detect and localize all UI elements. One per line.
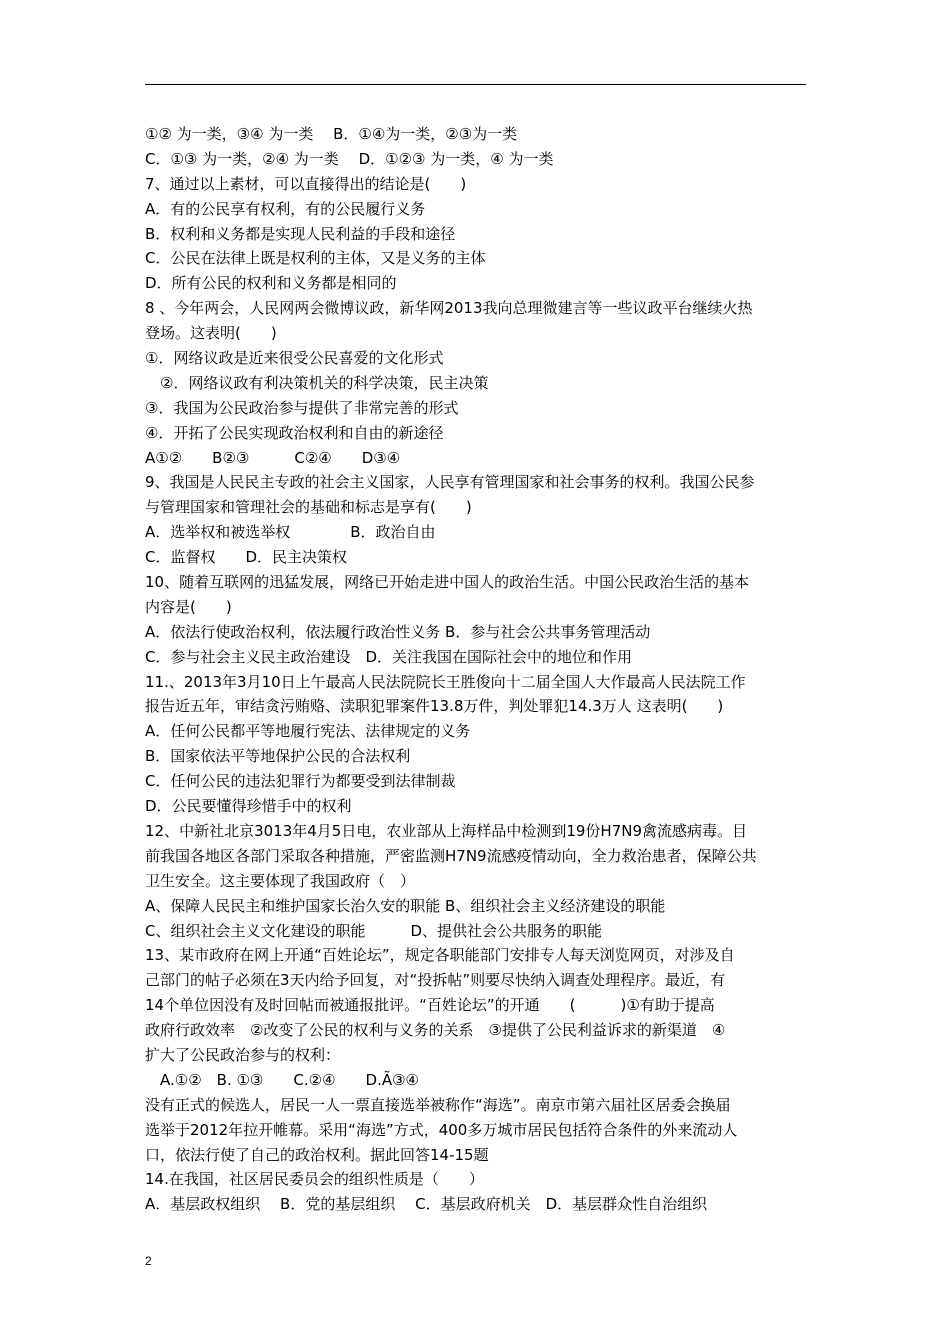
text-line: 13、某市政府在网上开通“百姓论坛”，规定各职能部门安排专人每天浏览网页，对涉及自: [145, 946, 735, 965]
text-line: C．①③ 为一类，②④ 为一类 D．①②③ 为一类，④ 为一类: [145, 149, 554, 168]
text-line: ④．开拓了公民实现政治权利和自由的新途径: [145, 423, 444, 442]
text-line: 己部门的帖子必须在3天内给予回复，对“投拆帖”则要尽快纳入调查处理程序。最近，有: [145, 971, 726, 990]
text-line: A.①② B. ①③ C.②④ D.Ã③④: [145, 1070, 419, 1089]
text-line: B．国家依法平等地保护公民的合法权利: [145, 747, 411, 766]
text-line: A．任何公民都平等地履行宪法、法律规定的义务: [145, 722, 471, 741]
text-line: 内容是( ): [145, 597, 232, 616]
text-line: A．有的公民享有权利，有的公民履行义务: [145, 199, 426, 218]
text-line: B．权利和义务都是实现人民利益的手段和途径: [145, 224, 456, 243]
text-line: 与管理国家和管理社会的基础和标志是享有( ): [145, 498, 472, 517]
text-line: 没有正式的候选人，居民一人一票直接选举被称作“海选”。南京市第六届社区居委会换届: [145, 1095, 731, 1114]
text-line: C．公民在法律上既是权利的主体，又是义务的主体: [145, 249, 486, 268]
text-line: 8 、今年两会，人民网两会微博议政，新华网2013我向总理微建言等一些议政平台继续火热: [145, 299, 753, 318]
page-number: 2: [145, 1254, 152, 1268]
text-line: 口，依法行使了自己的政治权利。据此回答14-15题: [145, 1145, 489, 1164]
text-line: 卫生安全。这主要体现了我国政府（ ）: [145, 871, 416, 890]
text-line: 10、随着互联网的迅猛发展，网络已开始走进中国人的政治生活。中国公民政治生活的基本: [145, 573, 750, 592]
text-line: 政府行政效率 ②改变了公民的权利与义务的关系 ③提供了公民利益诉求的新渠道 ④: [145, 1021, 726, 1040]
header-rule: [145, 84, 806, 85]
text-line: ②．网络议政有利决策机关的科学决策，民主决策: [145, 373, 489, 392]
text-line: ①．网络议政是近来很受公民喜爱的文化形式: [145, 349, 444, 368]
text-line: 11.、2013年3月10日上午最高人民法院院长王胜俊向十二届全国人大作最高人民法院工作: [145, 672, 746, 691]
text-line: A、保障人民民主和维护国家长治久安的职能 B、组织社会主义经济建设的职能: [145, 896, 666, 915]
text-line: A．依法行使政治权利，依法履行政治性义务 B．参与社会公共事务管理活动: [145, 622, 651, 641]
text-line: 14个单位因没有及时回帖而被通报批评。“百姓论坛”的开通 ( )①有助于提高: [145, 996, 715, 1015]
text-line: 9、我国是人民民主专政的社会主义国家，人民享有管理国家和社会事务的权利。我国公民参: [145, 473, 755, 492]
document-body: [145, 122, 815, 1217]
text-line: D．公民要懂得珍惜手中的权利: [145, 797, 352, 816]
text-line: 扩大了公民政治参与的权利：: [145, 1045, 341, 1064]
text-line: 登场。这表明( ): [145, 324, 277, 343]
text-line: D．所有公民的权利和义务都是相同的: [145, 274, 397, 293]
text-line: ①② 为一类，③④ 为一类 B．①④为一类，②③为一类: [145, 125, 518, 143]
text-line: A．基层政权组织 B．党的基层组织 C．基层政府机关 D．基层群众性自治组织: [145, 1195, 708, 1214]
text-line: ③．我国为公民政治参与提供了非常完善的形式: [145, 398, 459, 417]
text-line: 选举于2012年拉开帷幕。采用“海选”方式，400多万城市居民包括符合条件的外来流动人: [145, 1120, 738, 1139]
text-line: C．任何公民的违法犯罪行为都要受到法律制裁: [145, 772, 456, 791]
text-line: C．监督权 D．民主决策权: [145, 548, 348, 567]
text-line: C．参与社会主义民主政治建设 D．关注我国在国际社会中的地位和作用: [145, 647, 633, 666]
text-line: 前我国各地区各部门采取各种措施，严密监测H7N9流感疫情动向，全力救治患者，保障公共: [145, 846, 757, 865]
text-line: 报告近五年，审结贪污贿赂、渎职犯罪案件13.8万件，判处罪犯14.3万人 这表明( ): [145, 697, 724, 716]
text-line: 14.在我国，社区居民委员会的组织性质是（ ）: [145, 1170, 484, 1189]
text-line: 7、通过以上素材，可以直接得出的结论是( ): [145, 174, 467, 193]
text-line: A．选举权和被选举权 B．政治自由: [145, 523, 436, 542]
text-line: 12、中新社北京3013年4月5日电，农业部从上海样品中检测到19份H7N9禽流感病毒。目: [145, 821, 748, 840]
text-line: A①② B②③ C②④ D③④: [145, 448, 401, 467]
text-line: C、组织社会主义文化建设的职能 D、提供社会公共服务的职能: [145, 921, 603, 940]
